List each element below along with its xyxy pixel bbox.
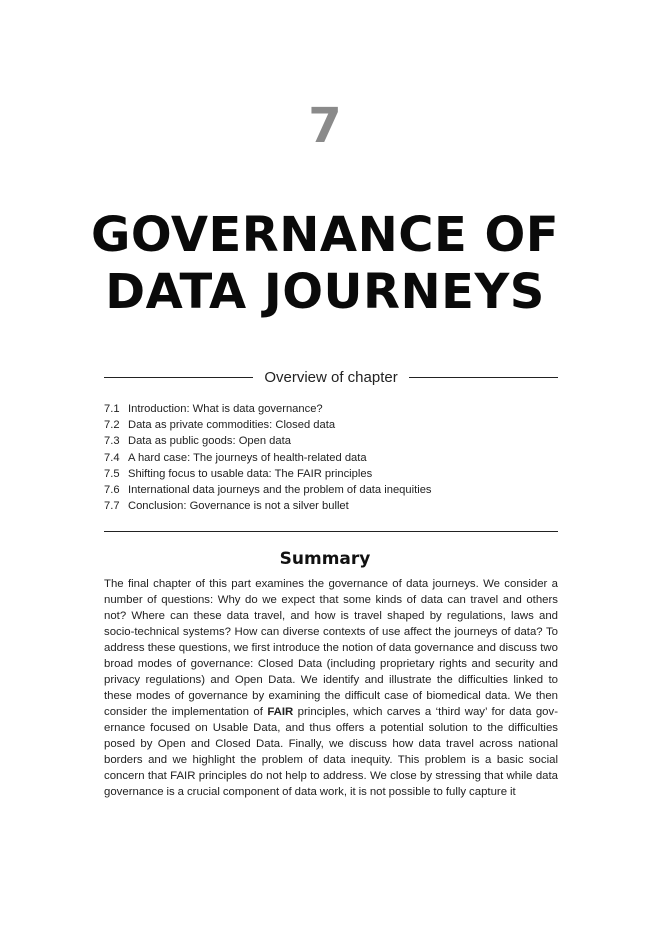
toc-item-title: Conclusion: Governance is not a silver bullet — [128, 500, 349, 513]
toc-item-title: International data journeys and the problem of data inequities — [128, 484, 432, 497]
toc-item — [104, 417, 558, 433]
summary-text-part-1: The final chapter of this part examines the governance of data journeys. We consider a number of questions: Why do we expect that some kinds of data can travel and others not? Where can these data travel, and how is travel shaped by regulations, laws and socio-technical systems? How can diverse contexts of use affect the journeys of data? To address these questions, we first introduce the notion of data governance and discuss two broad modes of governance: Closed Data (including proprietary rights and security and privacy regulations) and Open Data. We identify and illustrate the difficulties linked to these modes of governance by examining the difficult case of biomedical data. We then consider the implementation of — [104, 578, 558, 718]
summary-fair-term: FAIR — [267, 706, 294, 718]
overview-heading — [104, 366, 558, 388]
toc-item-number: 7.2 — [104, 419, 120, 432]
toc-item-title: Data as private commodities: Closed data — [128, 419, 336, 432]
overview-rule-right — [409, 377, 558, 378]
section-divider — [104, 531, 558, 532]
overview-heading-label: Overview of chapter — [264, 368, 398, 386]
toc-item — [104, 433, 558, 449]
chapter-contents-list — [104, 401, 558, 514]
toc-item — [104, 450, 558, 466]
toc-item — [104, 401, 558, 417]
toc-item-title: A hard case: The journeys of health-related data — [128, 451, 367, 464]
toc-item-number: 7.7 — [104, 500, 120, 513]
toc-item-number: 7.5 — [104, 467, 120, 480]
toc-item — [104, 498, 558, 514]
toc-item — [104, 466, 558, 482]
summary-paragraph — [104, 576, 558, 800]
toc-item-number: 7.6 — [104, 484, 120, 497]
toc-item-number: 7.1 — [104, 403, 120, 415]
summary-heading: Summary — [279, 549, 371, 569]
toc-item-title: Introduction: What is data governance? — [128, 403, 323, 415]
toc-item-number: 7.4 — [104, 451, 120, 464]
chapter-title-line-1: GOVERNANCE OF — [90, 207, 560, 263]
toc-item — [104, 482, 558, 498]
toc-item-title: Shifting focus to usable data: The FAIR principles — [128, 467, 373, 480]
chapter-title — [0, 207, 650, 321]
toc-item-title: Data as public goods: Open data — [128, 435, 291, 448]
summary-text-part-2: principles, which carves a ‘third way’ for data governance focused on Usable Data, and thus offers a potential solution to the difficulties posed by Open and Closed Data. Finally, we discuss how data travel across national borders and we highlight the problem of data inequity. This problem is a basic social concern that FAIR principles do not help to address. We close by stressing that while data governance is a crucial component of data work, it is not possible to fully capture it — [104, 706, 558, 798]
toc-item-number: 7.3 — [104, 435, 120, 448]
chapter-number: 7 — [308, 98, 342, 154]
chapter-title-line-2: DATA JOURNEYS — [105, 264, 545, 320]
overview-rule-left — [104, 377, 253, 378]
